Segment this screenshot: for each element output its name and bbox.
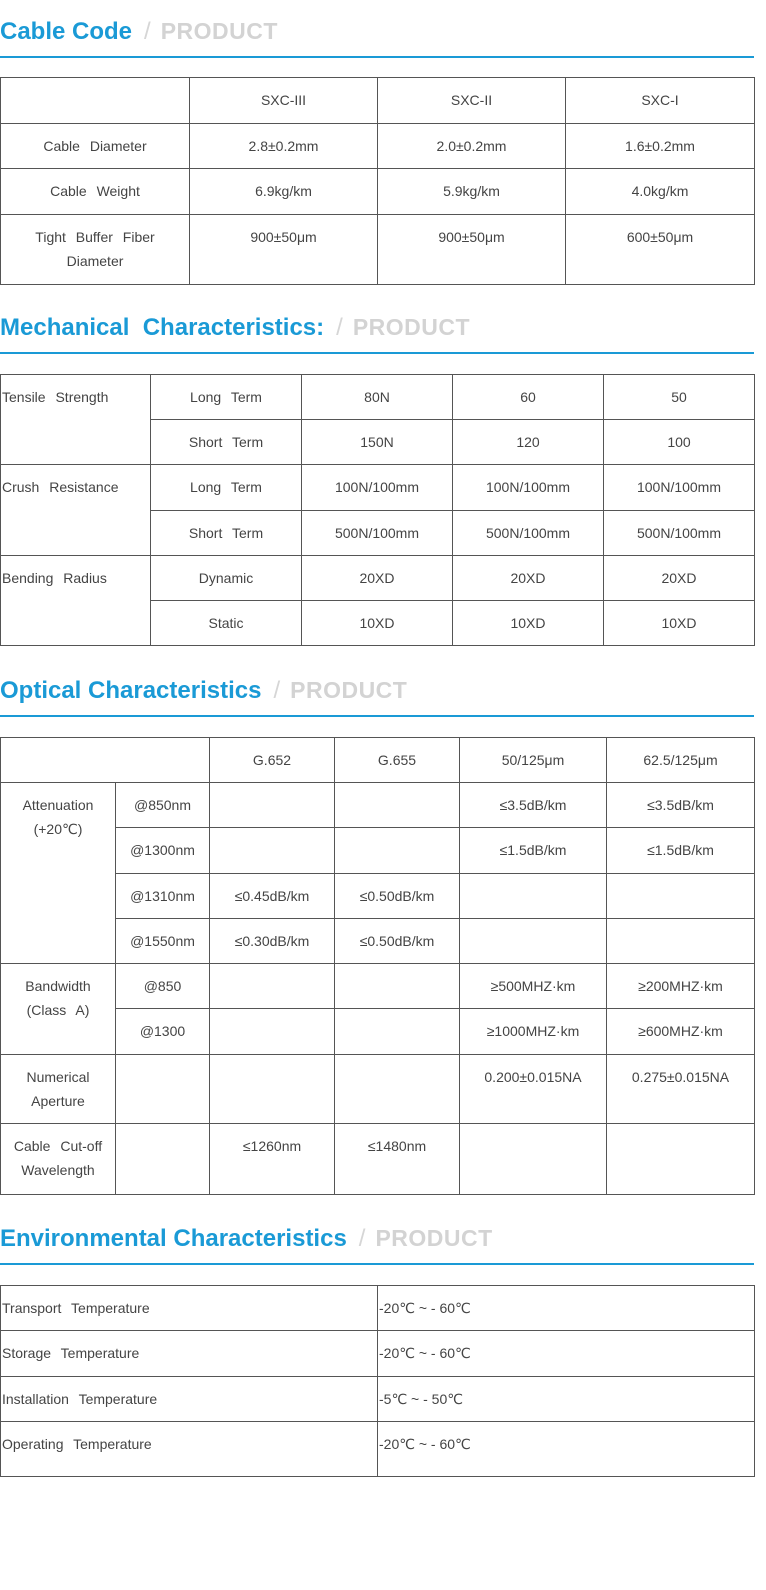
section-title bbox=[0, 18, 278, 46]
table-cell: ≥1000MHZ·km bbox=[460, 1009, 607, 1055]
row-label: Operating Temperature bbox=[1, 1422, 378, 1477]
section-header-cable-code bbox=[0, 0, 754, 58]
table-cell: 500N/100mm bbox=[302, 511, 453, 556]
table-cell: ≤1.5dB/km bbox=[460, 828, 607, 874]
table-cell: 10XD bbox=[302, 601, 453, 646]
table-cell bbox=[210, 783, 335, 828]
group-label-crush: Crush Resistance bbox=[1, 465, 151, 556]
table-cell: -20℃ ~ - 60℃ bbox=[378, 1286, 755, 1331]
sub-label: @850 bbox=[116, 964, 210, 1009]
table-header-row bbox=[1, 78, 755, 124]
table-cell bbox=[607, 919, 755, 964]
table-cell: ≤1.5dB/km bbox=[607, 828, 755, 874]
table-cell: ≤1480nm bbox=[335, 1124, 460, 1195]
table-header-cell bbox=[1, 738, 210, 783]
sub-label: Dynamic bbox=[151, 556, 302, 601]
section-subtitle: PRODUCT bbox=[352, 314, 471, 340]
table-cell: 50 bbox=[604, 375, 755, 420]
row-label: Cable Diameter bbox=[1, 124, 190, 169]
table-cell: ≤0.30dB/km bbox=[210, 919, 335, 964]
table-cell: ≥200MHZ·km bbox=[607, 964, 755, 1009]
table-header-cell: SXC-III bbox=[190, 78, 378, 124]
table-row bbox=[1, 1331, 755, 1377]
table-cell: 100N/100mm bbox=[302, 465, 453, 511]
table-row bbox=[1, 375, 755, 420]
table-cell: ≤1260nm bbox=[210, 1124, 335, 1195]
table-cell: -5℃ ~ - 50℃ bbox=[378, 1377, 755, 1422]
table-cell bbox=[335, 828, 460, 874]
sub-label: @1310nm bbox=[116, 874, 210, 919]
table-cell: 900±50μm bbox=[190, 215, 378, 285]
row-label: Storage Temperature bbox=[1, 1331, 378, 1377]
table-cell bbox=[210, 1055, 335, 1124]
table-header-cell: SXC-II bbox=[378, 78, 566, 124]
table-cell: 10XD bbox=[604, 601, 755, 646]
row-label: Installation Temperature bbox=[1, 1377, 378, 1422]
table-cell: 20XD bbox=[604, 556, 755, 601]
table-header-cell: G.652 bbox=[210, 738, 335, 783]
section-subtitle: PRODUCT bbox=[160, 18, 278, 44]
table-cell: -20℃ ~ - 60℃ bbox=[378, 1331, 755, 1377]
table-cell: 20XD bbox=[302, 556, 453, 601]
table-cell: ≥500MHZ·km bbox=[460, 964, 607, 1009]
table-cell: -20℃ ~ - 60℃ bbox=[378, 1422, 755, 1477]
table-cell: 1.6±0.2mm bbox=[566, 124, 755, 169]
table-cell: 4.0kg/km bbox=[566, 169, 755, 215]
table-cell: 100 bbox=[604, 420, 755, 465]
mechanical-table bbox=[0, 374, 755, 646]
table-row bbox=[1, 1422, 755, 1477]
table-cell: 500N/100mm bbox=[453, 511, 604, 556]
table-cell bbox=[210, 1009, 335, 1055]
section-title-text: Mechanical Characteristics: bbox=[0, 314, 325, 341]
table-cell: 0.275±0.015NA bbox=[607, 1055, 755, 1124]
table-row bbox=[1, 556, 755, 601]
sub-label: Short Term bbox=[151, 420, 302, 465]
table-cell: ≤3.5dB/km bbox=[460, 783, 607, 828]
table-cell bbox=[335, 783, 460, 828]
section-header-mechanical bbox=[0, 300, 754, 354]
table-cell: 900±50μm bbox=[378, 215, 566, 285]
section-title bbox=[0, 1225, 493, 1253]
table-cell: 60 bbox=[453, 375, 604, 420]
table-row bbox=[1, 124, 755, 169]
sub-label: Short Term bbox=[151, 511, 302, 556]
table-cell: ≤0.50dB/km bbox=[335, 919, 460, 964]
group-label-bending: Bending Radius bbox=[1, 556, 151, 646]
title-separator: / bbox=[336, 314, 343, 341]
sub-label: @850nm bbox=[116, 783, 210, 828]
table-cell: 2.0±0.2mm bbox=[378, 124, 566, 169]
sub-label: Static bbox=[151, 601, 302, 646]
title-separator: / bbox=[358, 1225, 366, 1252]
sub-label: Long Term bbox=[151, 465, 302, 511]
table-header-cell: SXC-I bbox=[566, 78, 755, 124]
table-cell: 100N/100mm bbox=[604, 465, 755, 511]
table-cell bbox=[335, 964, 460, 1009]
table-cell: 150N bbox=[302, 420, 453, 465]
table-row bbox=[1, 215, 755, 285]
section-title bbox=[0, 677, 407, 705]
table-cell: 5.9kg/km bbox=[378, 169, 566, 215]
section-header-optical bbox=[0, 660, 754, 717]
table-row bbox=[1, 964, 755, 1009]
table-cell: ≤3.5dB/km bbox=[607, 783, 755, 828]
table-cell: 20XD bbox=[453, 556, 604, 601]
section-title-text: Optical Characteristics bbox=[0, 677, 262, 704]
title-separator: / bbox=[144, 18, 151, 45]
table-cell: 6.9kg/km bbox=[190, 169, 378, 215]
table-row bbox=[1, 1124, 755, 1195]
section-title-text: Environmental Characteristics bbox=[0, 1225, 347, 1252]
table-cell bbox=[460, 874, 607, 919]
table-cell: 120 bbox=[453, 420, 604, 465]
table-cell: 0.200±0.015NA bbox=[460, 1055, 607, 1124]
section-title bbox=[0, 314, 470, 342]
table-cell bbox=[116, 1124, 210, 1195]
sub-label: Long Term bbox=[151, 375, 302, 420]
table-cell bbox=[607, 1124, 755, 1195]
row-label-aperture: Numerical Aperture bbox=[1, 1055, 116, 1124]
table-cell: 2.8±0.2mm bbox=[190, 124, 378, 169]
table-row bbox=[1, 783, 755, 828]
table-cell bbox=[210, 964, 335, 1009]
section-header-environmental bbox=[0, 1210, 754, 1265]
table-cell: ≤0.50dB/km bbox=[335, 874, 460, 919]
table-row bbox=[1, 1377, 755, 1422]
table-cell: 500N/100mm bbox=[604, 511, 755, 556]
row-label: Tight Buffer Fiber Diameter bbox=[1, 215, 190, 285]
table-header-row bbox=[1, 738, 755, 783]
title-separator: / bbox=[273, 677, 281, 704]
table-header-cell: G.655 bbox=[335, 738, 460, 783]
table-cell: 100N/100mm bbox=[453, 465, 604, 511]
table-cell: 10XD bbox=[453, 601, 604, 646]
sub-label: @1300 bbox=[116, 1009, 210, 1055]
table-cell bbox=[607, 874, 755, 919]
section-subtitle: PRODUCT bbox=[290, 677, 408, 703]
sub-label: @1550nm bbox=[116, 919, 210, 964]
section-title-text: Cable Code bbox=[0, 18, 133, 45]
cable-code-table bbox=[0, 77, 755, 285]
row-label: Transport Temperature bbox=[1, 1286, 378, 1331]
table-header-cell: 50/125μm bbox=[460, 738, 607, 783]
table-header-cell: 62.5/125μm bbox=[607, 738, 755, 783]
sub-label: @1300nm bbox=[116, 828, 210, 874]
table-cell bbox=[460, 919, 607, 964]
table-cell bbox=[335, 1009, 460, 1055]
table-row bbox=[1, 1055, 755, 1124]
section-subtitle: PRODUCT bbox=[375, 1225, 493, 1251]
table-cell bbox=[210, 828, 335, 874]
table-header-cell bbox=[1, 78, 190, 124]
optical-table bbox=[0, 737, 755, 1195]
table-row bbox=[1, 169, 755, 215]
table-cell: ≤0.45dB/km bbox=[210, 874, 335, 919]
group-label-bandwidth: Bandwidth (Class A) bbox=[1, 964, 116, 1055]
table-cell: 80N bbox=[302, 375, 453, 420]
environmental-table bbox=[0, 1285, 755, 1477]
row-label: Cable Weight bbox=[1, 169, 190, 215]
table-row bbox=[1, 1286, 755, 1331]
table-cell bbox=[116, 1055, 210, 1124]
table-cell bbox=[335, 1055, 460, 1124]
group-label-attenuation: Attenuation (+20℃) bbox=[1, 783, 116, 964]
table-cell: 600±50μm bbox=[566, 215, 755, 285]
table-row bbox=[1, 465, 755, 511]
row-label-cutoff: Cable Cut-off Wavelength bbox=[1, 1124, 116, 1195]
group-label-tensile: Tensile Strength bbox=[1, 375, 151, 465]
table-cell: ≥600MHZ·km bbox=[607, 1009, 755, 1055]
table-cell bbox=[460, 1124, 607, 1195]
